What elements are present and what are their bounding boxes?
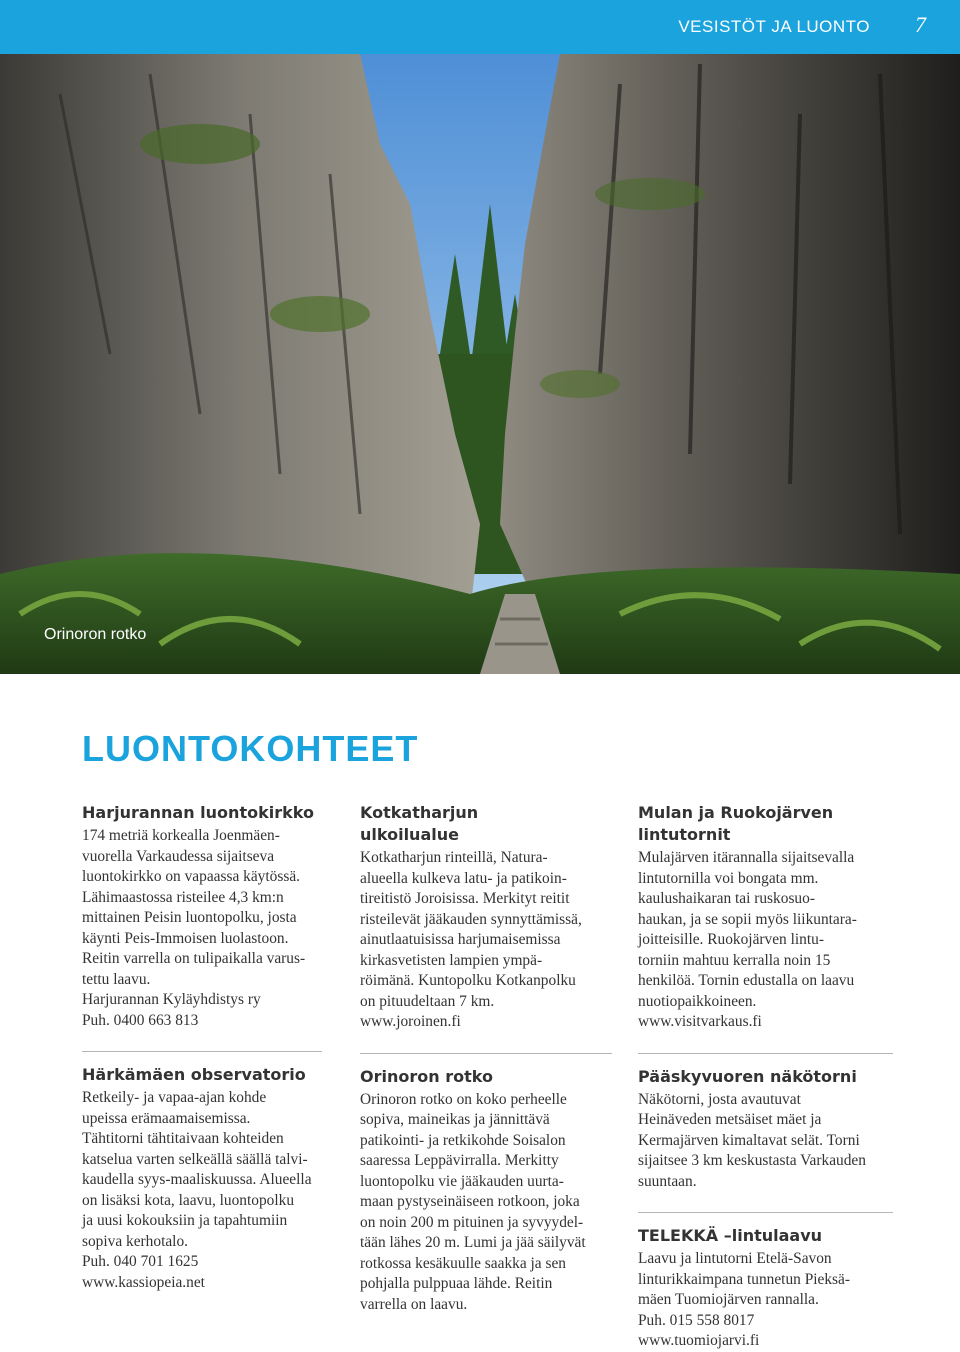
section-line: varrella on laavu.: [360, 1295, 468, 1313]
section-line: ainutlaatuisissa harjumaisemissa: [360, 931, 561, 948]
section-line: www.visitvarkaus.fi: [638, 1013, 762, 1030]
section-line: on lisäksi kota, laavu, luontopolku: [82, 1191, 295, 1209]
section-telekka-lintulaavu: [638, 1225, 896, 1352]
section-line: Heinäveden metsäiset mäet ja: [638, 1111, 822, 1128]
section-title: TELEKKÄ –lintulaavu: [638, 1226, 823, 1245]
section-line: luontokirkko on vapaassa käytössä.: [82, 868, 300, 885]
section-line: Retkeily- ja vapaa-ajan kohde: [82, 1089, 267, 1106]
gorge-photo: [0, 54, 960, 674]
section-line: Tähtitorni tähtitaivaan kohteiden: [82, 1130, 284, 1147]
section-divider: [82, 1051, 322, 1052]
section-harkamaen-observatorio: [82, 1064, 340, 1293]
section-title: Härkämäen observatorio: [82, 1065, 306, 1084]
section-line: nuotiopaikkoineen.: [638, 992, 757, 1010]
section-line: torniin mahtuu kerralla noin 15: [638, 951, 831, 969]
section-line: kaudella syys-maaliskuussa. Alueella: [82, 1171, 312, 1188]
section-line: pohjalla pulppuaa lähde. Reitin: [360, 1275, 553, 1292]
section-line: Kermajärven kimaltavat selät. Torni: [638, 1131, 860, 1149]
section-line: sopiva kerhotalo.: [82, 1232, 188, 1250]
column-3: [638, 802, 896, 1352]
section-line: Lähimaastossa risteilee 4,3 km:n: [82, 888, 284, 906]
section-harjurannan-luontokirkko: [82, 802, 340, 1031]
section-line: Puh. 0400 663 813: [82, 1011, 199, 1029]
section-divider: [638, 1212, 893, 1213]
column-2: [360, 802, 618, 1315]
section-paaskyvuoren-nakotorni: [638, 1066, 896, 1193]
section-mulan-ja-ruokojarven-lintutornit: [638, 802, 896, 1033]
section-line: linturikkaimpana tunnetun Pieksä-: [638, 1270, 851, 1288]
section-line: maan pystyseinäiseen rotkoon, joka: [360, 1193, 580, 1210]
section-line: vuorella Varkaudessa sijaitseva: [82, 847, 275, 865]
section-line: Reitin varrella on tulipaikalla varus-: [82, 950, 306, 967]
section-line: ja uusi kokouksiin ja tapahtumiin: [82, 1212, 288, 1229]
section-line: sopiva, maineikas ja jännittävä: [360, 1111, 550, 1128]
section-title: Mulan ja Ruokojärven lintutornit: [638, 803, 834, 844]
section-line: www.kassiopeia.net: [82, 1273, 205, 1291]
section-line: mittainen Peisin luontopolku, josta: [82, 909, 297, 926]
section-line: kaulushaikaran tai ruskosuo-: [638, 890, 815, 907]
page-header: [0, 0, 960, 54]
section-line: upeissa erämaamaisemissa.: [82, 1109, 251, 1127]
section-orinoron-rotko: [360, 1066, 618, 1316]
section-line: risteilevät jääkauden synnyttämissä,: [360, 910, 582, 928]
section-title: Kotkatharjun ulkoilualue: [360, 803, 479, 844]
section-line: joitteisille. Ruokojärven lintu-: [638, 931, 824, 948]
section-line: alueella kulkeva latu- ja patikoin-: [360, 869, 567, 887]
section-line: mäen Tuomiojärven rannalla.: [638, 1291, 819, 1308]
section-line: röimänä. Kuntopolku Kotkanpolku: [360, 972, 576, 989]
section-line: patikointi- ja retkikohde Soisalon: [360, 1131, 566, 1149]
section-line: Näkötorni, josta avautuvat: [638, 1090, 801, 1108]
section-line: tään lähes 20 m. Lumi ja jää säilyvät: [360, 1234, 586, 1251]
section-line: lintutornilla voi bongata mm.: [638, 869, 819, 887]
section-line: www.joroinen.fi: [360, 1013, 461, 1030]
section-line: 174 metriä korkealla Joenmäen-: [82, 827, 280, 844]
page-title: LUONTOKOHTEET: [82, 728, 419, 769]
section-kotkatharjun-ulkoilualue: [360, 802, 618, 1033]
section-line: suuntaan.: [638, 1172, 697, 1190]
section-line: sijaitsee 3 km keskustasta Varkauden: [638, 1152, 866, 1169]
section-line: on noin 200 m pituinen ja syvyydel-: [360, 1213, 584, 1231]
section-title: Harjurannan luontokirkko: [82, 803, 314, 822]
section-line: Laavu ja lintutorni Etelä-Savon: [638, 1250, 832, 1267]
section-title: Orinoron rotko: [360, 1066, 493, 1086]
section-line: katselua varten selkeällä säällä talvi-: [82, 1150, 308, 1168]
section-divider: [360, 1053, 612, 1054]
header-section-title: VESISTÖT JA LUONTO: [678, 17, 870, 36]
photo-caption: Orinoron rotko: [44, 626, 147, 643]
section-line: Orinoron rotko on koko perheelle: [360, 1090, 567, 1108]
section-line: Harjurannan Kyläyhdistys ry: [82, 991, 261, 1008]
section-title: Pääskyvuoren näkötorni: [638, 1066, 857, 1086]
section-line: rotkossa kesäkuulle saakka ja sen: [360, 1254, 567, 1272]
section-line: www.tuomiojarvi.fi: [638, 1332, 760, 1349]
section-line: saaressa Leppävirralla. Merkitty: [360, 1152, 559, 1169]
page-number: 7: [915, 12, 926, 37]
section-line: käynti Peis-Immoisen luolastoon.: [82, 929, 289, 947]
section-line: on pituudeltaan 7 km.: [360, 992, 495, 1010]
section-line: Mulajärven itärannalla sijaitsevalla: [638, 849, 855, 866]
section-line: Puh. 015 558 8017: [638, 1311, 755, 1329]
section-line: Kotkatharjun rinteillä, Natura-: [360, 849, 548, 866]
section-line: Puh. 040 701 1625: [82, 1253, 199, 1270]
section-line: luontopolku vie jääkauden uurta-: [360, 1172, 564, 1190]
section-line: tireitistö Joroisissa. Merkityt reitit: [360, 890, 570, 907]
section-line: tettu laavu.: [82, 970, 151, 988]
section-line: kirkasvetisten lampien ympä-: [360, 951, 543, 969]
section-line: haukan, ja se sopii myös liikuntara-: [638, 910, 857, 928]
column-1: [82, 802, 340, 1293]
section-divider: [638, 1053, 893, 1054]
section-line: henkilöä. Tornin edustalla on laavu: [638, 972, 855, 989]
